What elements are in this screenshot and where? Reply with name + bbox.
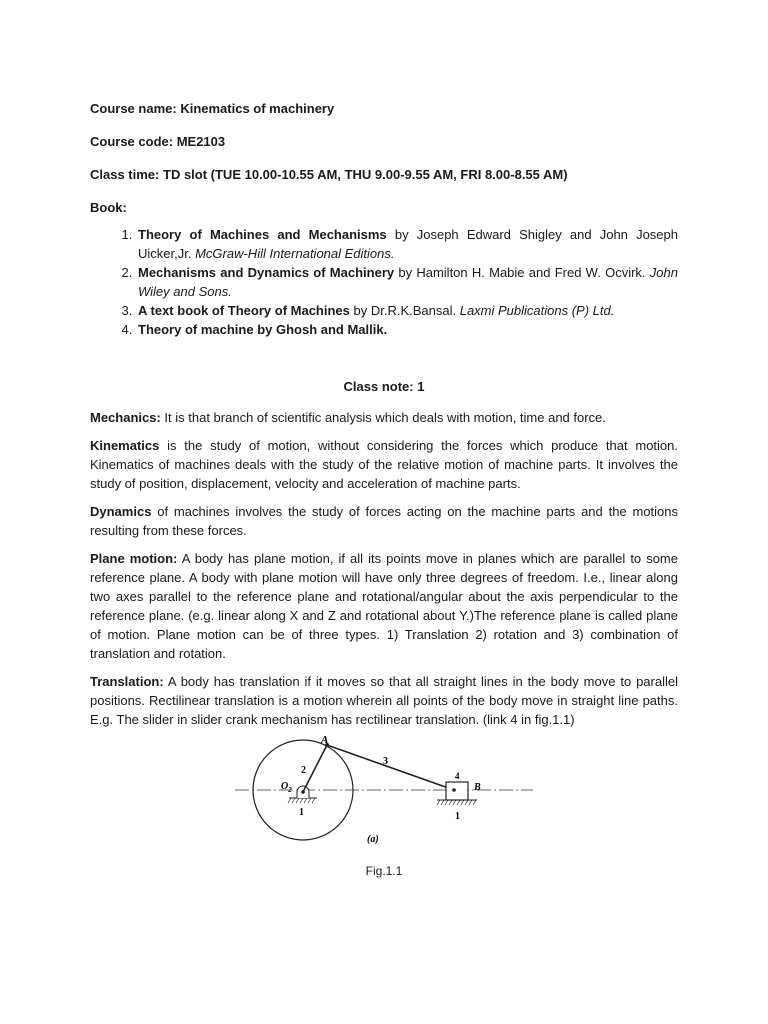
plane-motion-text: A body has plane motion, if all its points move in planes which are parallel to some reference plane. A body with plane motion will have only three degrees of freedom. I.e., linear along two axes parallel to the reference plane and rotational/angular about the axis perpendicular to the reference plane. (e.g. linear along X and Z and rotational about Y.)The reference plane is called plane of motion. Plane motion can be of three types. 1) Translation 2) rotation and 3) combination of translation and rotation. xyxy=(90,551,678,661)
course-code-value: ME2103 xyxy=(176,134,226,149)
label-link-2: 2 xyxy=(301,765,306,776)
book-heading: Book: xyxy=(90,200,127,215)
label-b: B xyxy=(474,782,481,793)
label-ground-1b: 1 xyxy=(455,811,460,822)
book-item xyxy=(136,301,678,320)
plane-motion-paragraph xyxy=(90,549,678,663)
dynamics-text: of machines involves the study of forces acting on the machine parts and the motions resulting from these forces. xyxy=(90,504,678,538)
link-2 xyxy=(303,745,327,792)
ground-hatch-slider xyxy=(437,800,476,805)
book-authors: by Joseph Edward Shigley and John Joseph Uicker,Jr. xyxy=(138,227,678,261)
book-item xyxy=(136,320,678,339)
kinematics-paragraph xyxy=(90,436,678,493)
course-name-label: Course name: xyxy=(90,101,177,116)
term-translation: Translation: xyxy=(90,674,164,689)
label-link-3: 3 xyxy=(383,756,388,767)
slider-crank-figure xyxy=(233,728,535,852)
term-kinematics: Kinematics xyxy=(90,438,160,453)
course-code-label: Course code: xyxy=(90,134,174,149)
book-item xyxy=(136,225,678,263)
book-title: Theory of machine by Ghosh and Mallik. xyxy=(138,322,388,337)
slider-block xyxy=(446,782,468,800)
book-publisher: Laxmi Publications (P) Ltd. xyxy=(459,303,615,318)
label-ground-1: 1 xyxy=(299,807,304,818)
label-a: A xyxy=(321,734,329,746)
course-name-value: Kinematics of machinery xyxy=(180,101,335,116)
term-mechanics: Mechanics: xyxy=(90,410,161,425)
translation-paragraph xyxy=(90,672,678,729)
class-time-label: Class time: xyxy=(90,167,160,182)
mechanics-paragraph xyxy=(90,408,678,427)
book-authors: by Hamilton H. Mabie and Fred W. Ocvirk. xyxy=(394,265,646,280)
course-code-line xyxy=(90,132,678,151)
course-name-line xyxy=(90,99,678,118)
book-publisher: John Wiley and Sons. xyxy=(138,265,678,299)
label-o2: $O_2$ xyxy=(281,781,292,794)
term-plane-motion: Plane motion: xyxy=(90,551,178,566)
joint-b xyxy=(452,788,456,792)
ground-hatch-o2 xyxy=(288,798,315,803)
term-dynamics: Dynamics xyxy=(90,504,152,519)
book-title: Theory of Machines and Mechanisms xyxy=(138,227,387,242)
book-item xyxy=(136,263,678,301)
dynamics-paragraph xyxy=(90,502,678,540)
class-note-heading: Class note: 1 xyxy=(343,379,425,394)
book-publisher: McGraw-Hill International Editions. xyxy=(195,246,395,261)
book-title: Mechanisms and Dynamics of Machinery xyxy=(138,265,395,280)
label-link-4: 4 xyxy=(455,771,460,781)
document-page xyxy=(90,99,678,738)
class-time-value: TD slot (TUE 10.00-10.55 AM, THU 9.00-9.55 AM, FRI 8.00-8.55 AM) xyxy=(163,167,568,182)
kinematics-text: is the study of motion, without considering the forces which produce that motion. Kinematics of machines deals with the study of the relative motion of machine parts. It involves the study of position, displacement, velocity and acceleration of machine parts. xyxy=(90,438,678,491)
label-subfigure-a: (a) xyxy=(367,834,379,845)
mechanics-text: It is that branch of scientific analysis which deals with motion, time and force. xyxy=(160,410,606,425)
link-3 xyxy=(327,745,454,790)
figure-caption: Fig.1.1 xyxy=(365,864,403,878)
book-authors: by Dr.R.K.Bansal. xyxy=(349,303,457,318)
class-time-line xyxy=(90,165,678,184)
translation-text: A body has translation if it moves so that all straight lines in the body move to parallel positions. Rectilinear translation is a motion wherein all points of the body move in straight line paths. E.g. The slider in slider crank mechanism has rectilinear translation. (link 4 in fig.1.1) xyxy=(90,674,678,727)
book-title: A text book of Theory of Machines xyxy=(138,303,350,318)
book-list xyxy=(90,225,678,339)
